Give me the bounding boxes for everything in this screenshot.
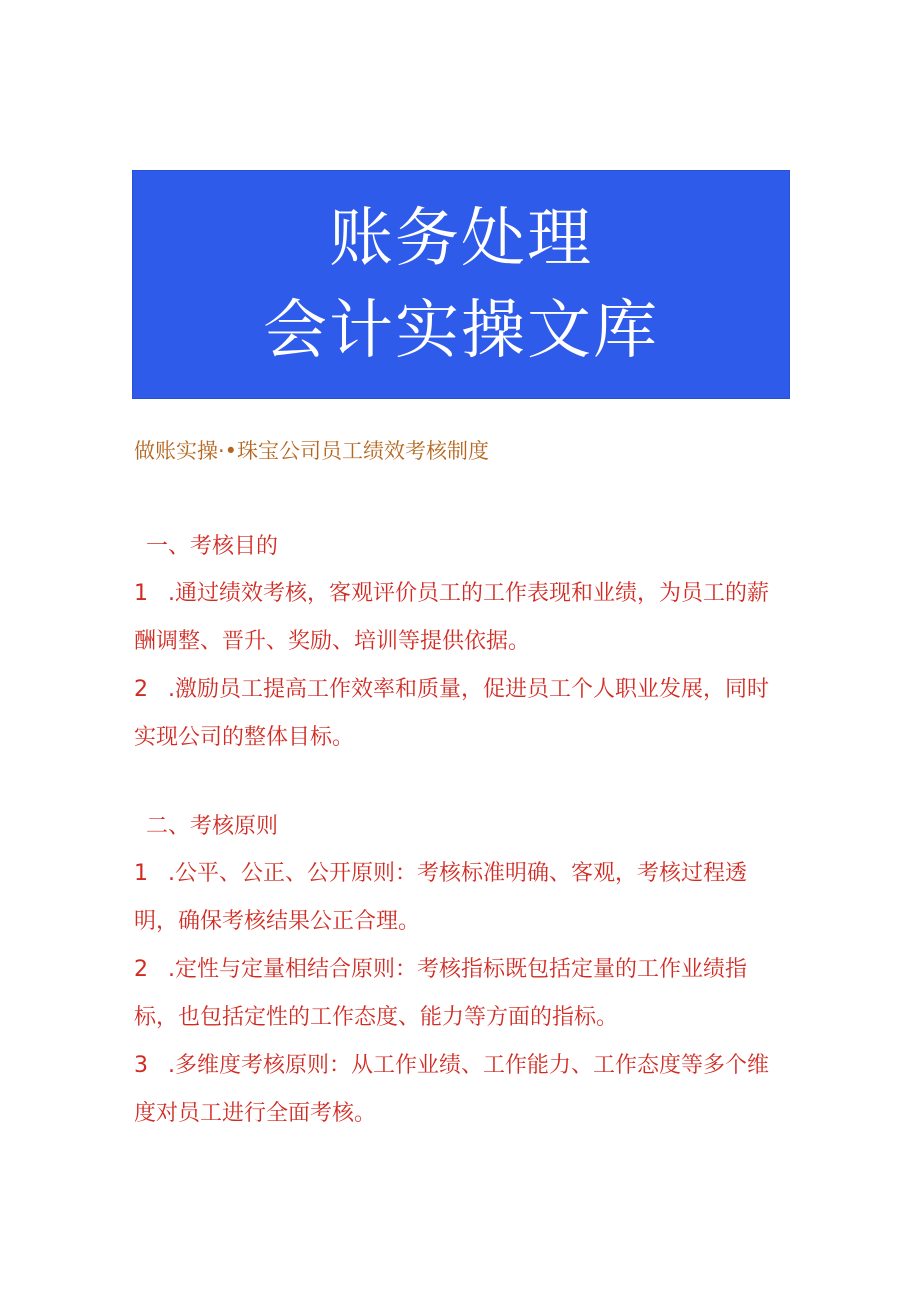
list-item xyxy=(134,570,774,666)
item-text: .定性与定量相结合原则：考核指标既包括定量的工作业绩指标，也包括定性的工作态度、能力等方面的指标。 xyxy=(134,957,747,1030)
document-body xyxy=(134,532,774,1138)
list-item xyxy=(134,1042,774,1138)
section-heading: 二、考核原则 xyxy=(146,814,279,839)
item-text: .通过绩效考核，客观评价员工的工作表现和业绩，为员工的薪酬调整、晋升、奖励、培训等提供依据。 xyxy=(134,581,769,654)
item-text: .公平、公正、公开原则：考核标准明确、客观，考核过程透明，确保考核结果公正合理。 xyxy=(134,861,747,934)
document-subtitle: 做账实操·•珠宝公司员工绩效考核制度 xyxy=(134,439,490,463)
section-principles xyxy=(134,812,774,1138)
item-text: .多维度考核原则：从工作业绩、工作能力、工作态度等多个维度对员工进行全面考核。 xyxy=(134,1053,769,1126)
item-number: 2 xyxy=(134,957,148,982)
item-number: 3 xyxy=(134,1053,148,1078)
item-number: 2 xyxy=(134,677,148,702)
list-item xyxy=(134,946,774,1042)
item-text: .激励员工提高工作效率和质量，促进员工个人职业发展，同时实现公司的整体目标。 xyxy=(134,677,769,750)
section-spacer xyxy=(134,762,774,812)
item-number: 1 xyxy=(134,581,148,606)
item-number: 1 xyxy=(134,861,148,886)
banner-title-line2: 会计实操文库 xyxy=(263,293,659,368)
banner-title-line1: 账务处理 xyxy=(329,201,593,276)
section-heading: 一、考核目的 xyxy=(146,534,279,559)
list-item xyxy=(134,666,774,762)
title-banner xyxy=(132,170,790,399)
section-purpose xyxy=(134,532,774,762)
list-item xyxy=(134,850,774,946)
